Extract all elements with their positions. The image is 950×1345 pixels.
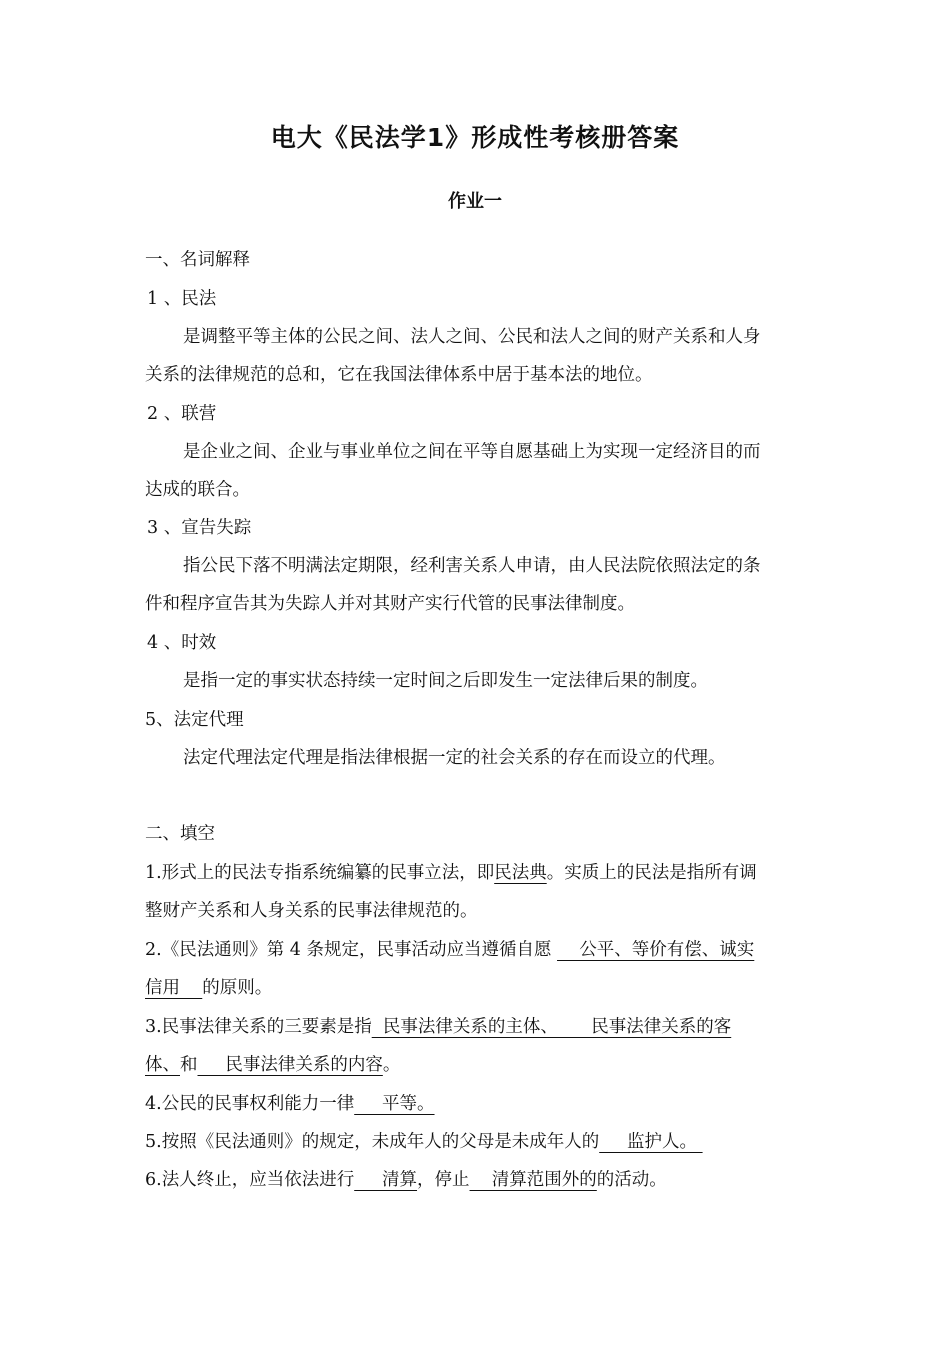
question-text: 和 (180, 1055, 198, 1075)
term-definition-line: 件和程序宣告其为失踪人并对其财产实行代管的民事法律制度。 (145, 594, 635, 614)
term-label: 2 、联营 (147, 404, 217, 424)
term-label: 3 、宣告失踪 (147, 518, 252, 538)
fill-question-4 (145, 1085, 810, 1123)
term-definition-line: 达成的联合。 (145, 480, 250, 500)
answer-blank: 监护人。 (599, 1132, 703, 1152)
term-definition-line: 是企业之间、企业与事业单位之间在平等自愿基础上为实现一定经济目的而 (183, 442, 761, 462)
term-definition-line: 关系的法律规范的总和，它在我国法律体系中居于基本法的地位。 (145, 365, 653, 385)
answer-blank: 民法典 (494, 863, 547, 883)
fill-question-2 (145, 931, 810, 969)
answer-blank: 公平、等价有偿、诚实 (557, 940, 755, 960)
fill-question-5 (145, 1123, 810, 1161)
answer-blank: 民事法律关系的内容 (197, 1055, 383, 1075)
question-text: 5.按照《民法通则》的规定，未成年人的父母是未成年人的 (145, 1132, 600, 1152)
answer-blank: 平等。 (354, 1094, 435, 1114)
answer-blank: 体、 (145, 1055, 180, 1075)
fill-question-3 (145, 1008, 810, 1046)
question-text: 。实质上的民法是指所有调 (546, 863, 757, 883)
question-text: 。 (382, 1055, 401, 1075)
answer-blank: 清算范围外的 (469, 1170, 597, 1190)
term-definition-line: 法定代理法定代理是指法律根据一定的社会关系的存在而设立的代理。 (183, 748, 726, 768)
answer-blank: 民事法律关系的主体、 民事法律关系的客 (371, 1017, 732, 1037)
fill-question-6 (145, 1161, 810, 1199)
assignment-title: 作业一 (448, 191, 502, 212)
term-label: 1 、民法 (147, 289, 217, 309)
term-definition-line: 是调整平等主体的公民之间、法人之间、公民和法人之间的财产关系和人身 (183, 327, 761, 347)
fill-question-1-cont: 整财产关系和人身关系的民事法律规范的。 (145, 901, 478, 921)
section-heading-definitions: 一、名词解释 (145, 250, 250, 270)
fill-question-1 (145, 854, 810, 892)
answer-blank: 清算 (354, 1170, 418, 1190)
term-definition-line: 是指一定的事实状态持续一定时间之后即发生一定法律后果的制度。 (183, 671, 708, 691)
question-text: ，停止 (417, 1170, 470, 1190)
question-text: 的原则。 (202, 978, 273, 998)
section-heading-fill-in: 二、填空 (145, 824, 215, 844)
fill-question-2-cont (145, 969, 810, 1007)
term-label: 5、法定代理 (145, 710, 244, 730)
answer-blank: 信用 (145, 978, 203, 998)
fill-question-3-cont (145, 1046, 810, 1084)
question-text: 4.公民的民事权利能力一律 (145, 1094, 355, 1114)
question-text: 2.《民法通则》第 4 条规定，民事活动应当遵循自愿 (145, 940, 558, 960)
document-title: 电大《民法学1》形成性考核册答案 (270, 123, 680, 152)
question-text: 3.民事法律关系的三要素是指 (145, 1017, 372, 1037)
term-label: 4 、时效 (147, 633, 217, 653)
question-text: 的活动。 (596, 1170, 667, 1190)
question-text: 1.形式上的民法专指系统编纂的民事立法，即 (145, 863, 495, 883)
term-definition-line: 指公民下落不明满法定期限，经利害关系人申请，由人民法院依照法定的条 (183, 556, 761, 576)
question-text: 6.法人终止，应当依法进行 (145, 1170, 355, 1190)
